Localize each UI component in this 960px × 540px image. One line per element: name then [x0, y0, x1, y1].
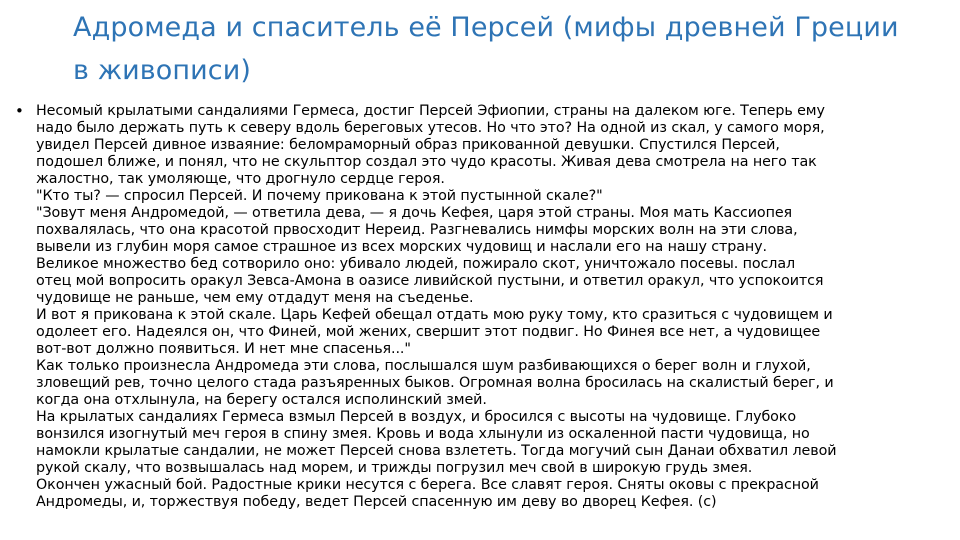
body-line: Несомый крылатыми сандалиями Гермеса, достиг Персей Эфиопии, страны на далеком юге. Теперь ему	[36, 103, 825, 119]
bullet-marker: •	[15, 102, 24, 120]
body-line: зловещий рев, точно целого стада разъяренных быков. Огромная волна бросилась на скалистый берег, и	[36, 375, 834, 391]
body-line: Как только произнесла Андромеда эти слова, послышался шум разбивающихся о берег волн и глухой,	[36, 358, 811, 374]
body-line: жалостно, так умоляюще, что дрогнуло сердце героя.	[36, 171, 445, 187]
body-line: подошел ближе, и понял, что не скульптор создал это чудо красоты. Живая дева смотрела на него так	[36, 154, 817, 170]
body-line: намокли крылатые сандалии, не может Персей снова взлететь. Тогда могучий сын Данаи обхватил левой	[36, 443, 837, 459]
body-line: Окончен ужасный бой. Радостные крики несутся с берега. Все славят героя. Сняты оковы с прекрасной	[36, 477, 819, 493]
body-line: На крылатых сандалиях Гермеса взмыл Персей в воздух, и бросился с высоты на чудовище. Глубоко	[36, 409, 796, 425]
body-paragraph	[36, 103, 945, 511]
body-line: вывели из глубин моря самое страшное из всех морских чудовищ и наслали его на нашу страну.	[36, 239, 767, 255]
body-line: И вот я прикована к этой скале. Царь Кефей обещал отдать мою руку тому, кто сразиться с чудовищем и	[36, 307, 833, 323]
body-line: Андромеды, и, торжествуя победу, ведет Персей спасенную им деву во дворец Кефея. (с)	[36, 494, 717, 510]
body-line: вонзился изогнутый меч героя в спину змея. Кровь и вода хлынули из оскаленной пасти чудовища, но	[36, 426, 810, 442]
body-line: рукой скалу, что возвышалась над морем, и трижды погрузил меч свой в широкую грудь змея.	[36, 460, 753, 476]
body-line: "Кто ты? — спросил Персей. И почему прикована к этой пустынной скале?"	[36, 188, 603, 204]
body-line: чудовище не раньше, чем ему отдадут меня на съеденье.	[36, 290, 474, 306]
body-line: Великое множество бед сотворило оно: убивало людей, пожирало скот, уничтожало посевы. послал	[36, 256, 796, 272]
body-line: надо было держать путь к северу вдоль береговых утесов. Но что это? На одной из скал, у самого моря,	[36, 120, 825, 136]
body-line: когда она отхлынула, на берегу остался исполинский змей.	[36, 392, 487, 408]
slide-title: Адромеда и спаситель её Персей (мифы древней Греции в живописи)	[73, 12, 899, 86]
body-line: похвалялась, что она красотой првосходит Нереид. Разгневались нимфы морских волн на эти слова,	[36, 222, 798, 238]
slide-body	[15, 103, 945, 511]
body-line: вот-вот должно появиться. И нет мне спасенья..."	[36, 341, 411, 357]
body-line: "Зовут меня Андромедой, — ответила дева, — я дочь Кефея, царя этой страны. Моя мать Кассиопея	[36, 205, 793, 221]
body-line: одолеет его. Надеялся он, что Финей, мой жених, свершит этот подвиг. Но Финея все нет, а чудовищее	[36, 324, 821, 340]
body-line: увидел Персей дивное изваяние: беломраморный образ прикованной девушки. Спустился Персей,	[36, 137, 780, 153]
body-line: отец мой вопросить оракул Зевса-Амона в оазисе ливийской пустыни, и ответил оракул, что успокоится	[36, 273, 824, 289]
